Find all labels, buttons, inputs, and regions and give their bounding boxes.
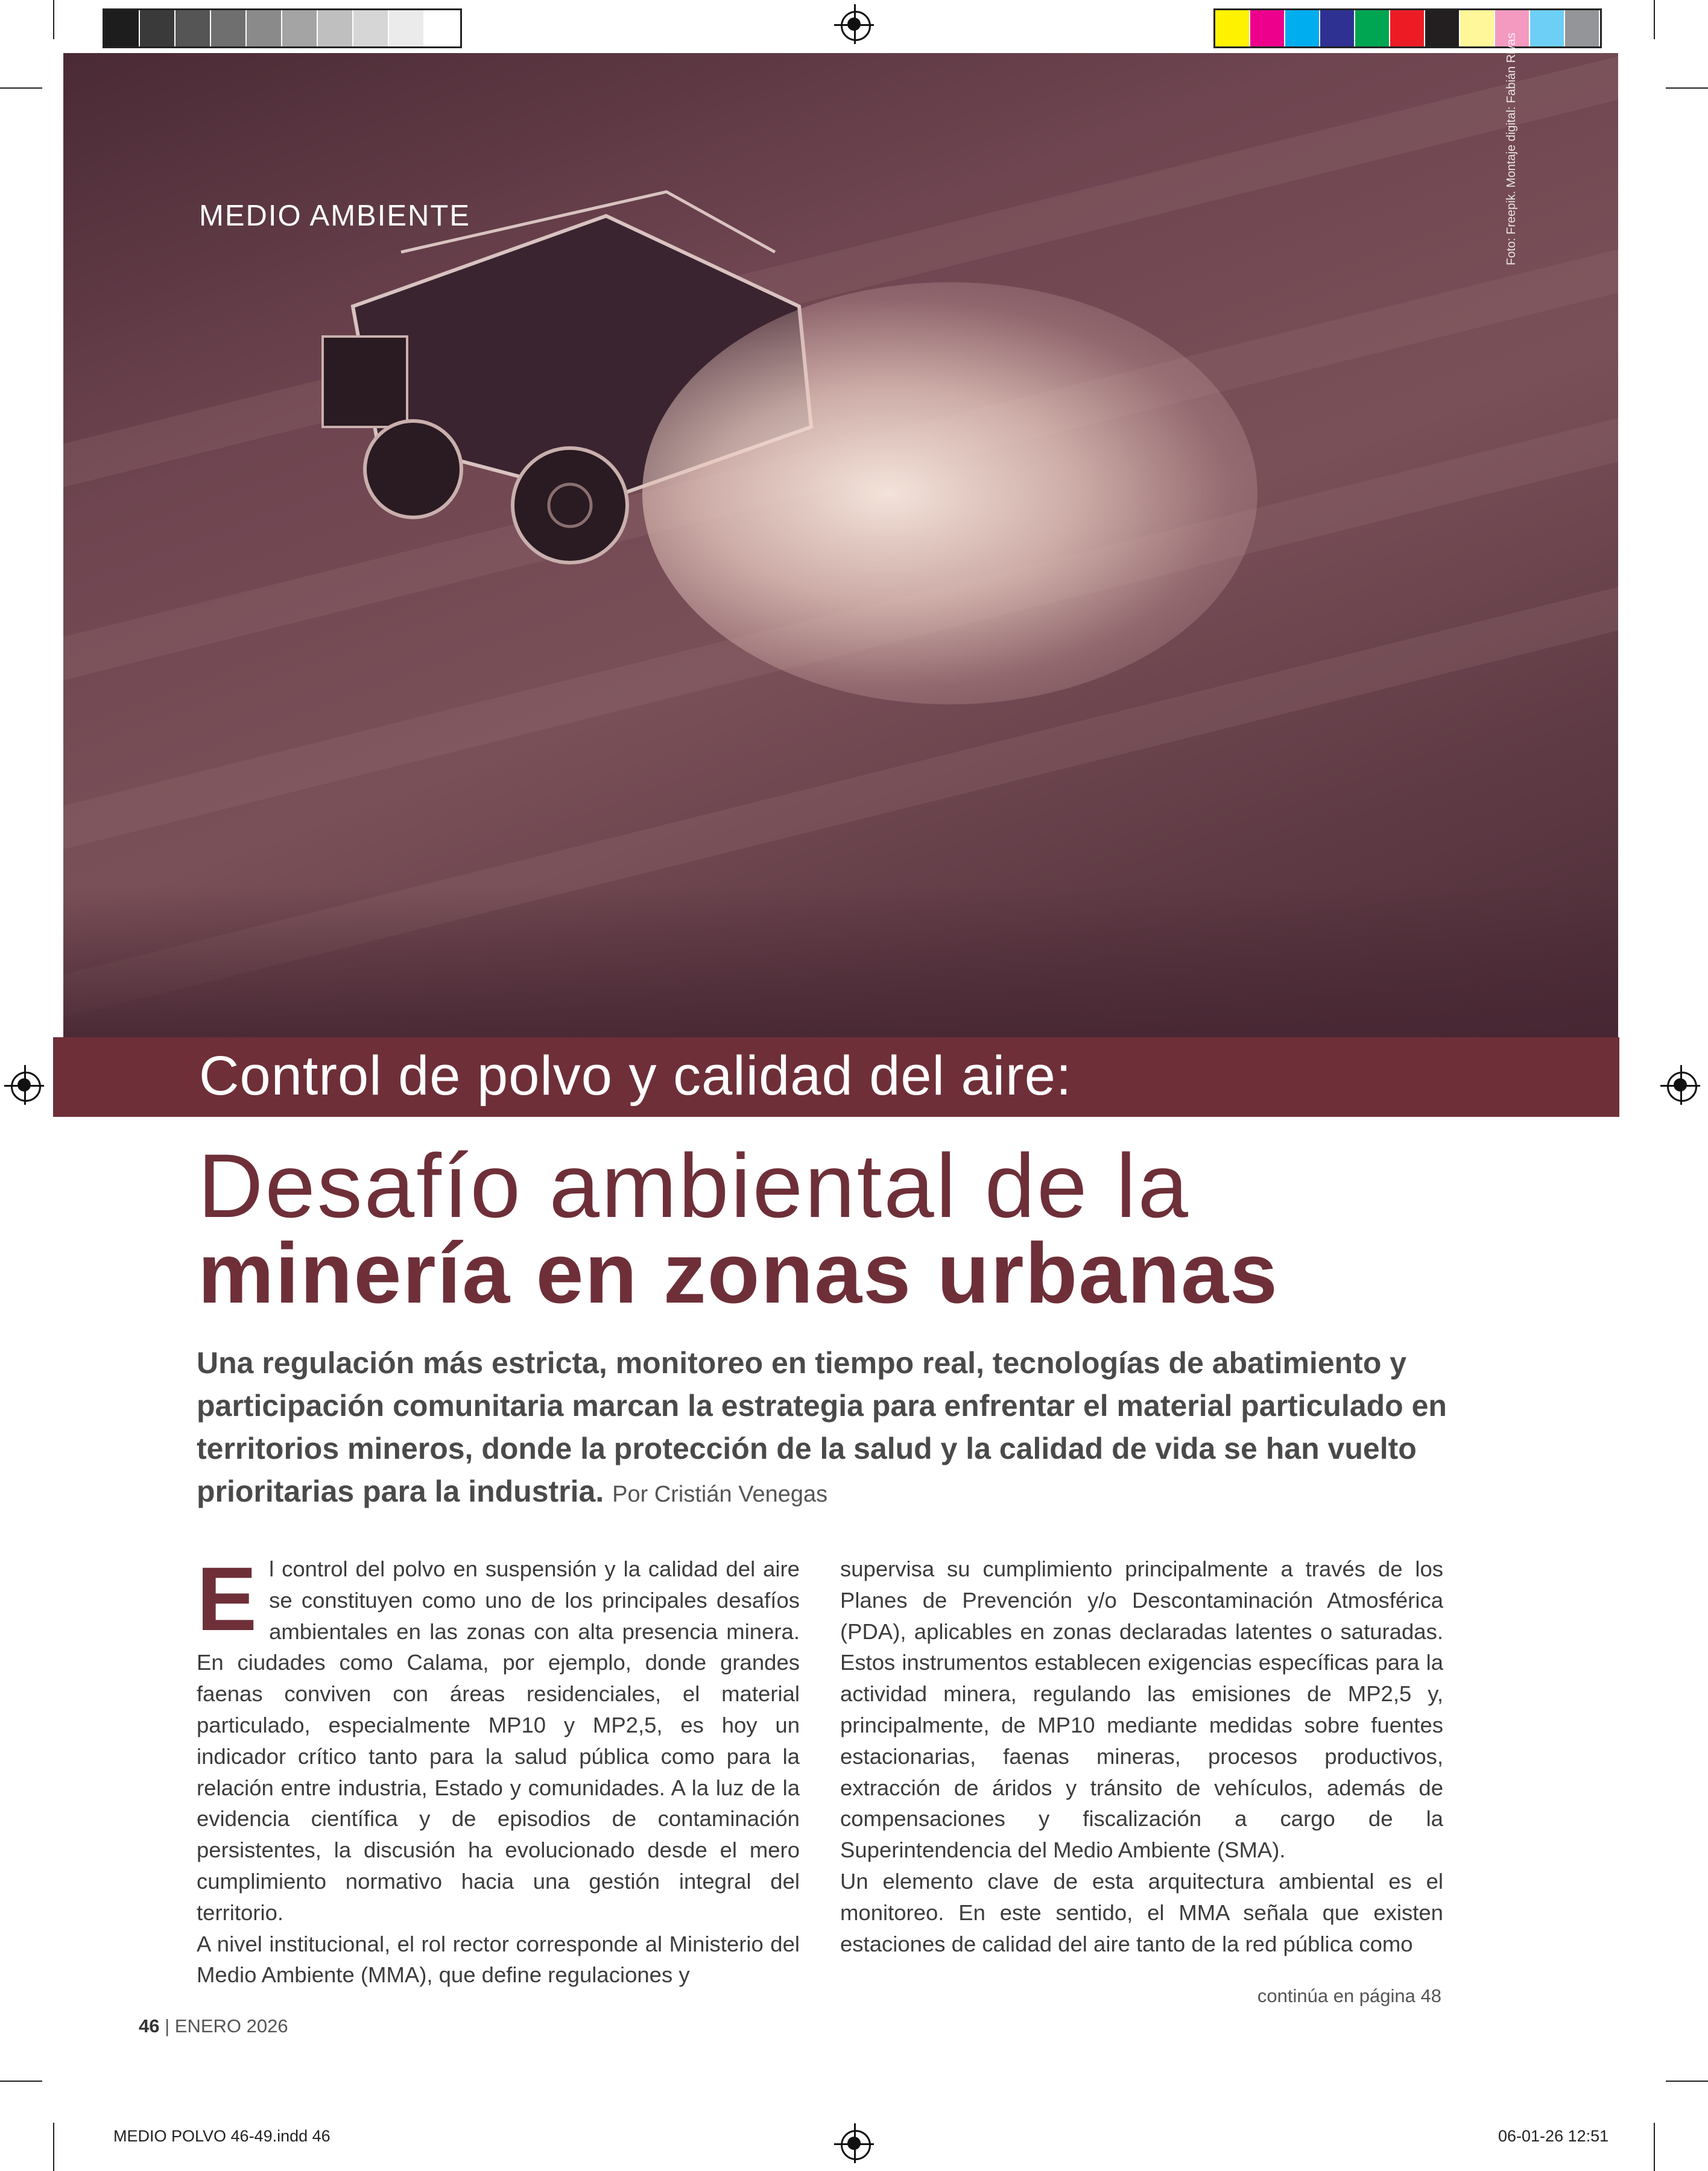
color-swatch bbox=[1215, 10, 1250, 46]
lead-text: Una regulación más estricta, monitoreo en tiempo real, tecnologías de abatimiento y participación comunitaria marcan la estrategia para enfrentar el material particulado en territorios mineros, donde la protección de la salud y la calidad de vida se han vuelto prioritarias para la industria. bbox=[197, 1346, 1447, 1508]
body-column-left bbox=[197, 1548, 800, 1991]
section-label: MEDIO AMBIENTE bbox=[199, 200, 471, 232]
color-swatch bbox=[1285, 10, 1320, 46]
crop-mark bbox=[1666, 2081, 1708, 2082]
continued-note: continúa en página 48 bbox=[1257, 1985, 1441, 2006]
gray-swatch bbox=[425, 10, 460, 46]
gray-swatch bbox=[318, 10, 353, 46]
issue-date: | ENERO 2026 bbox=[165, 2015, 288, 2037]
crop-mark bbox=[53, 0, 54, 39]
body-paragraph: l control del polvo en suspensión y la calidad del aire se constituyen como uno de los principales desafíos ambientales en las zonas con alta presencia minera. En ciudades como Calama, por ejemplo, donde grandes faenas conviven con áreas residenciales, el material particulado, especialmente MP10 y MP2,5, es hoy un indicador crítico tanto para la salud pública como para la relación entre industria, Estado y comunidades. A la luz de la evidencia científica y de episodios de contaminación persistentes, la discusión ha evolucionado desde el mero cumplimiento normativo hacia una gestión integral del territorio. bbox=[197, 1556, 800, 1925]
slug-filename: MEDIO POLVO 46-49.indd 46 bbox=[113, 2127, 331, 2145]
crop-mark bbox=[1654, 0, 1655, 39]
byline: Por Cristián Venegas bbox=[612, 1482, 828, 1507]
gray-swatch bbox=[353, 10, 389, 46]
color-swatch bbox=[1565, 10, 1600, 46]
body-paragraph: Un elemento clave de esta arquitectura ambiental es el monitoreo. En este sentido, el MMA señala que existen estaciones de calidad del aire tanto de la red pública como bbox=[840, 1868, 1443, 1956]
color-swatch bbox=[1425, 10, 1460, 46]
color-swatch bbox=[1355, 10, 1390, 46]
gray-swatch bbox=[211, 10, 247, 46]
process-color-bar bbox=[1213, 8, 1602, 48]
registration-mark-icon bbox=[11, 1072, 41, 1102]
article-lead bbox=[197, 1342, 1457, 1516]
body-paragraph: supervisa su cumplimiento principalmente a través de los Planes de Prevención y/o Descontaminación Atmosférica (PDA), aplicables en zonas declaradas latentes o saturadas. Estos instrumentos establecen exigencias específicas para la actividad minera, regulando las emisiones de MP2,5 y, principalmente, de MP10 mediante medidas sobre fuentes estacionarias, faenas mineras, procesos productivos, extracción de áridos y tránsito de vehículos, además de compensaciones y fiscalización a cargo de la Superintendencia del Medio Ambiente (SMA). bbox=[840, 1556, 1443, 1863]
crop-mark bbox=[0, 2081, 42, 2082]
gray-swatch bbox=[176, 10, 211, 46]
gray-swatch bbox=[282, 10, 318, 46]
crop-mark bbox=[0, 87, 42, 89]
color-swatch bbox=[1320, 10, 1355, 46]
crop-mark bbox=[1654, 2123, 1655, 2171]
registration-mark-icon bbox=[1667, 1072, 1697, 1102]
crop-mark bbox=[1666, 87, 1708, 89]
headline-line-1: Desafío ambiental de la bbox=[198, 1135, 1190, 1236]
registration-mark-icon bbox=[841, 2130, 871, 2160]
headline-line-2: minería en zonas urbanas bbox=[198, 1225, 1279, 1321]
photo-credit: Foto: Freepik. Montaje digital: Fabián Rivas bbox=[1505, 33, 1518, 265]
color-swatch bbox=[1460, 10, 1495, 46]
body-column-right bbox=[840, 1553, 1443, 1959]
water-spray bbox=[642, 282, 1257, 704]
page-number: 46 bbox=[139, 2015, 160, 2037]
registration-mark-icon bbox=[841, 11, 871, 41]
crop-mark bbox=[53, 2123, 54, 2171]
slug-timestamp: 06-01-26 12:51 bbox=[1498, 2127, 1609, 2145]
page-folio bbox=[139, 2015, 288, 2037]
color-swatch bbox=[1250, 10, 1285, 46]
body-paragraph: A nivel institucional, el rol rector corresponde al Ministerio del Medio Ambiente (MMA), que define regulaciones y bbox=[197, 1931, 800, 1988]
drop-cap: E bbox=[197, 1548, 258, 1649]
gray-swatch bbox=[104, 10, 140, 46]
gray-swatch bbox=[247, 10, 282, 46]
color-swatch bbox=[1530, 10, 1565, 46]
color-swatch bbox=[1390, 10, 1425, 46]
grayscale-color-bar bbox=[103, 8, 462, 48]
gray-swatch bbox=[389, 10, 425, 46]
gray-swatch bbox=[140, 10, 176, 46]
article-kicker: Control de polvo y calidad del aire: bbox=[199, 1045, 1072, 1107]
